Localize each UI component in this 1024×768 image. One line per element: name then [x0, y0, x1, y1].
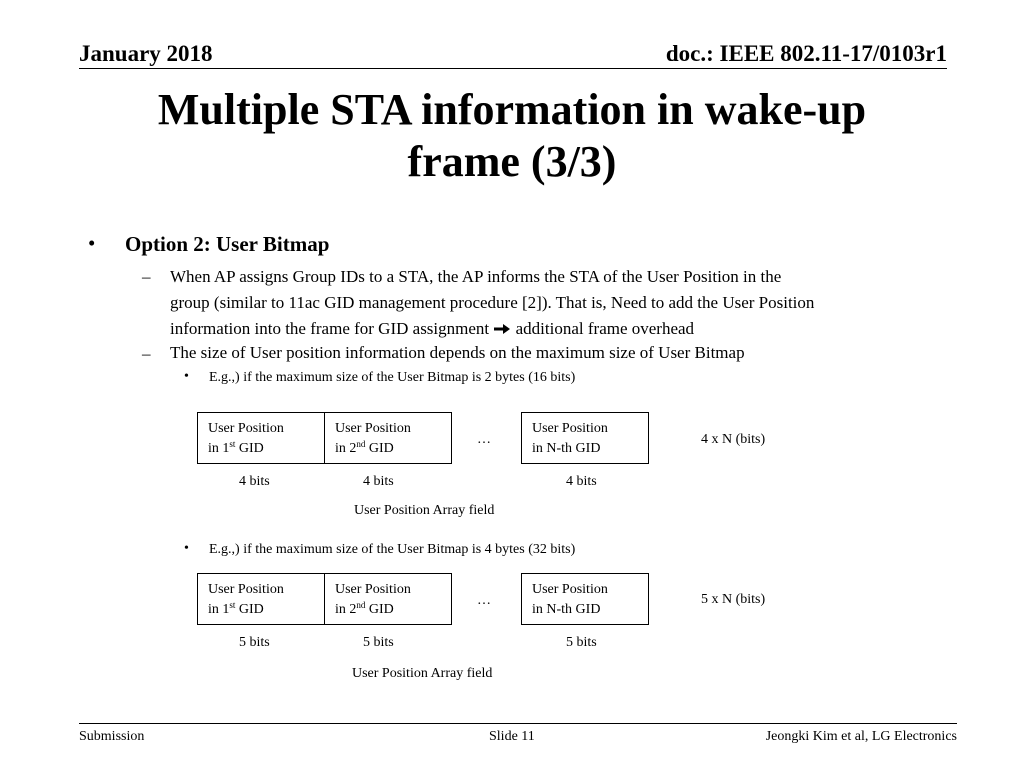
- example2-box-1-line2: in 1st GID: [208, 600, 264, 617]
- example1-box-n-line2: in N-th GID: [532, 441, 601, 456]
- footer-divider: [79, 723, 957, 724]
- sub-bullet-1-line2: group (similar to 11ac GID management procedure [2]). That is, Need to add the User Position: [170, 293, 815, 312]
- example1-marker: •: [184, 369, 189, 384]
- example1-box-n: [521, 412, 649, 464]
- example1-box-2-line1: User Position: [335, 421, 411, 436]
- example1-box-2-line2: in 2nd GID: [335, 439, 394, 456]
- example2-box-2-line2: in 2nd GID: [335, 600, 394, 617]
- sub-bullet-marker-2: –: [142, 344, 151, 363]
- sub-bullet-1-line3-text: information into the frame for GID assignment: [170, 319, 490, 338]
- sub-bullet-1-line3: [170, 316, 960, 342]
- slide-title-line1: Multiple STA information in wake-up: [157, 85, 867, 134]
- header-date: January 2018: [79, 41, 213, 66]
- sub-bullet-2: The size of User position information depends on the maximum size of User Bitmap: [170, 343, 745, 362]
- sub-bullet-1-line3-tail: additional frame overhead: [515, 319, 695, 338]
- example2-box-1-line1: User Position: [208, 582, 284, 597]
- example1-total: 4 x N (bits): [701, 432, 766, 447]
- sub-bullet-marker: –: [142, 267, 151, 286]
- example1-box-1-line1: User Position: [208, 421, 284, 436]
- sub-bullet-1-line1: When AP assigns Group IDs to a STA, the AP informs the STA of the User Position in the: [170, 267, 782, 286]
- example1-bits-2: 4 bits: [363, 474, 394, 489]
- example2-text: E.g.,) if the maximum size of the User Bitmap is 4 bytes (32 bits): [209, 542, 576, 557]
- header-divider: [79, 68, 947, 69]
- example1-box-n-line1: User Position: [532, 421, 608, 436]
- example1-bits-3: 4 bits: [566, 474, 597, 489]
- example1-bits-1: 4 bits: [239, 474, 270, 489]
- example2-bits-3: 5 bits: [566, 635, 597, 650]
- example1-caption: User Position Array field: [354, 503, 495, 518]
- example2-bits-2: 5 bits: [363, 635, 394, 650]
- example2-bits-1: 5 bits: [239, 635, 270, 650]
- bullet-heading: Option 2: User Bitmap: [125, 232, 330, 256]
- example2-box-n: [521, 573, 649, 625]
- header-doc-id: doc.: IEEE 802.11-17/0103r1: [665, 41, 947, 66]
- example1-box-1-line2: in 1st GID: [208, 439, 264, 456]
- footer-slide-number: Slide 11: [489, 729, 535, 744]
- slide-title-line2: frame (3/3): [407, 137, 617, 186]
- example2-box-n-line2: in N-th GID: [532, 602, 601, 617]
- example1-ellipsis: …: [477, 432, 491, 447]
- example1-box-2: [324, 412, 452, 464]
- bullet-marker: •: [88, 231, 96, 255]
- example2-box-n-line1: User Position: [532, 582, 608, 597]
- sub-bullet-1: [170, 264, 960, 342]
- example2-ellipsis: …: [477, 593, 491, 608]
- footer-author: Jeongki Kim et al, LG Electronics: [765, 729, 957, 744]
- example2-box-2: [324, 573, 452, 625]
- example1-text: E.g.,) if the maximum size of the User Bitmap is 2 bytes (16 bits): [209, 370, 576, 385]
- example2-total: 5 x N (bits): [701, 592, 766, 607]
- right-arrow-icon: [493, 317, 511, 329]
- example2-marker: •: [184, 541, 189, 556]
- example2-box-1: [197, 573, 325, 625]
- example2-box-2-line1: User Position: [335, 582, 411, 597]
- footer-submission: Submission: [79, 729, 145, 744]
- slide-title: [0, 84, 1024, 188]
- example1-box-1: [197, 412, 325, 464]
- example2-caption: User Position Array field: [352, 666, 493, 681]
